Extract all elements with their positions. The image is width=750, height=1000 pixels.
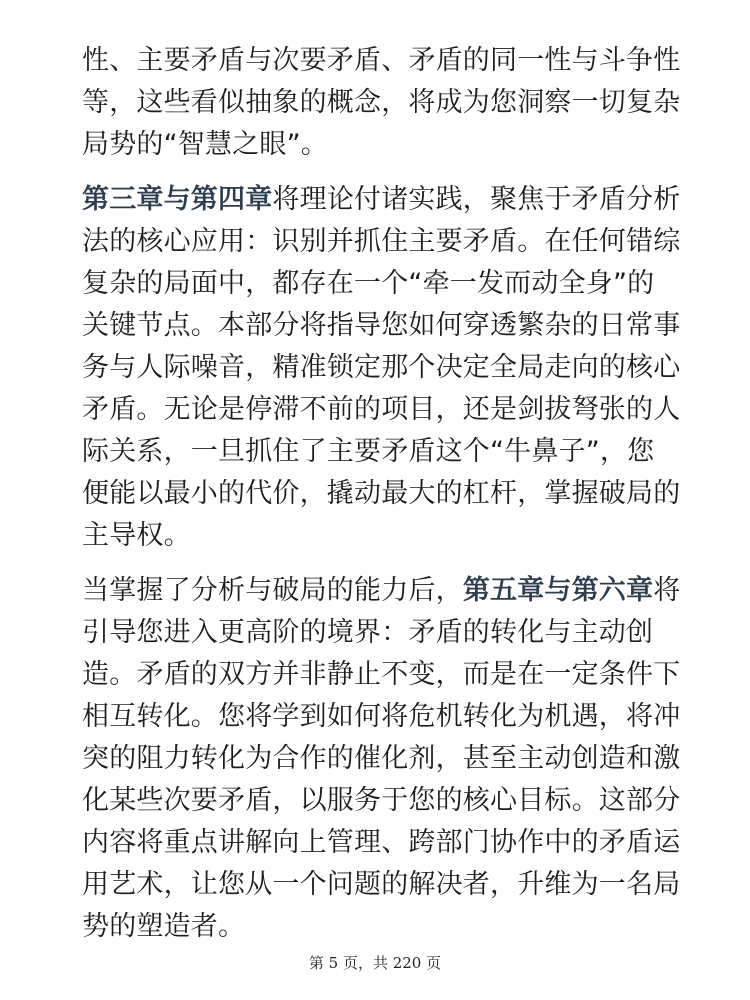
text-line [82,612,672,654]
text-line [82,82,681,124]
text-segment: 性、主要矛盾与次要矛盾、矛盾的同一性与斗争性 [82,45,681,76]
paragraph [82,179,681,557]
text-line [82,221,681,263]
paragraph [82,570,681,948]
text-line [82,906,672,948]
text-line [82,696,681,738]
text-line [82,431,672,473]
text-line [82,40,681,82]
text-segment: 势的塑造者。 [82,911,246,942]
text-line [82,822,681,864]
text-line [82,124,672,166]
text-line [82,179,681,221]
text-segment: 复杂的局面中，都存在一个“牵一发而动全身”的 [82,268,655,299]
text-segment: 突的阻力转化为合作的催化剂，甚至主动创造和激 [82,743,681,774]
text-segment: 务与人际噪音，精准锁定那个决定全局走向的核心 [82,352,681,383]
text-segment: 将理论付诸实践，聚焦于矛盾分析 [272,184,681,215]
text-line [82,473,681,515]
text-line [82,654,681,696]
text-line [82,864,681,906]
text-line [82,738,681,780]
text-line [82,263,672,305]
text-segment: 化某些次要矛盾，以服务于您的核心目标。这部分 [82,785,681,816]
text-segment: 矛盾。无论是停滞不前的项目，还是剑拔弩张的人 [82,394,681,425]
text-line [82,389,681,431]
text-segment: 内容将重点讲解向上管理、跨部门协作中的矛盾运 [82,827,681,858]
page-number-footer: 第 5 页，共 220 页 [308,954,442,972]
paragraph [82,40,681,166]
text-segment: 用艺术，让您从一个问题的解决者，升维为一名局 [82,869,681,900]
text-segment: 际关系，一旦抓住了主要矛盾这个“牛鼻子”，您 [82,436,655,467]
text-segment: 相互转化。您将学到如何将危机转化为机遇，将冲 [82,701,681,732]
text-line [82,305,681,347]
text-segment: 主导权。 [82,520,191,551]
chapter-reference: 第五章与第六章 [462,575,654,606]
document-body [82,40,681,948]
text-line [82,780,681,822]
text-line [82,515,672,557]
text-segment: 局势的“智慧之眼”。 [82,129,328,160]
text-segment: 将 [653,575,681,606]
chapter-reference: 第三章与第四章 [82,184,273,215]
text-line [82,570,681,612]
text-line [82,347,681,389]
text-segment: 等，这些看似抽象的概念，将成为您洞察一切复杂 [82,87,681,118]
text-segment: 便能以最小的代价，撬动最大的杠杆，掌握破局的 [82,478,681,509]
text-segment: 当掌握了分析与破局的能力后， [82,575,463,606]
text-segment: 造。矛盾的双方并非静止不变，而是在一定条件下 [82,659,681,690]
text-segment: 引导您进入更高阶的境界：矛盾的转化与主动创 [82,617,654,648]
text-segment: 法的核心应用：识别并抓住主要矛盾。在任何错综 [82,226,681,257]
text-segment: 关键节点。本部分将指导您如何穿透繁杂的日常事 [82,310,681,341]
